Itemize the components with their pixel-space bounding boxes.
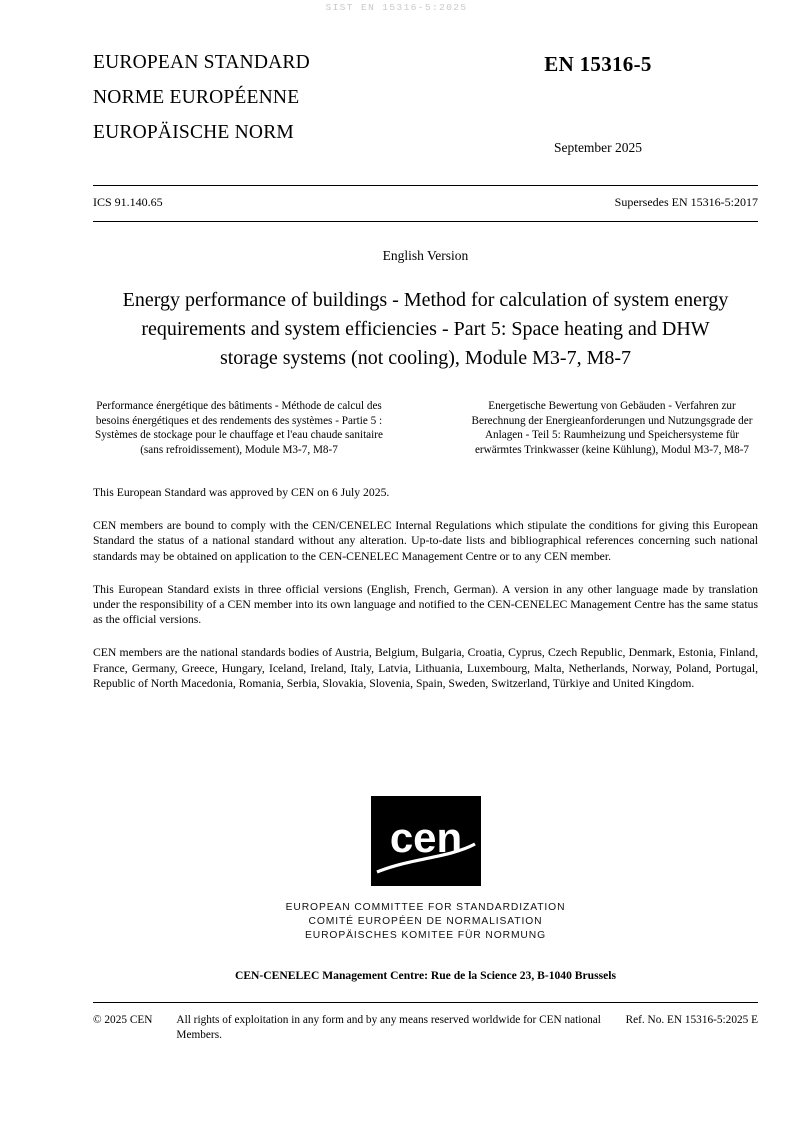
- title-french: Performance énergétique des bâtiments - Méthode de calcul des besoins énergétiques et des rendements des systèmes - Partie 5 : Systèmes de stockage pour le chauffage et l'eau chaude sanitaire (sans refroidissement), Module M3-7, M8-7: [95, 400, 383, 456]
- svg-text:cen: cen: [389, 814, 462, 862]
- header-standard-info: [438, 45, 758, 156]
- standard-number: EN 15316-5: [544, 52, 652, 76]
- members-paragraph: CEN members are the national standards bodies of Austria, Belgium, Bulgaria, Croatia, Cyprus, Czech Republic, Denmark, Estonia, Finland, France, Germany, Greece, Hungary, Iceland, Ireland, Italy, Latvia, Lithuania, Luxembourg, Malta, Netherlands, Norway, Poland, Portugal, Republic of North Macedonia, Romania, Serbia, Slovakia, Slovenia, Spain, Sweden, Switzerland, Türkiye and United Kingdom.: [93, 646, 758, 690]
- header-block: [93, 45, 758, 165]
- header-titles: [93, 45, 423, 150]
- header-line-fr: NORME EUROPÉENNE: [93, 87, 300, 108]
- cen-logo: [371, 796, 481, 891]
- ics-code: ICS 91.140.65: [93, 195, 163, 209]
- org-line-de: EUROPÄISCHES KOMITEE FÜR NORMUNG: [304, 930, 547, 942]
- logo-area: [93, 796, 758, 891]
- divider-under-meta: [93, 221, 758, 222]
- standard-date: September 2025: [553, 140, 643, 155]
- translated-titles: [93, 399, 758, 457]
- organisation-names: [93, 901, 758, 943]
- compliance-paragraph: CEN members are bound to comply with the CEN/CENELEC Internal Regulations which stipulate the conditions for giving this European Standard the status of a national standard without any alteration. Up-to-date lists and bibliographical references concerning such national standards may be obtained on application to the CEN-CENELEC Management Centre or to any CEN member.: [93, 519, 758, 563]
- title-german: Energetische Bewertung von Gebäuden - Verfahren zur Berechnung der Energieanforderungen und Nutzungsgrade der Anlagen - Teil 5: Raumheizung und Speichersysteme für erwärmtes Trinkwasser (keine Kühlung), Modul M3-7, M8-7: [471, 400, 753, 456]
- versions-paragraph: This European Standard exists in three official versions (English, French, German). A version in any other language made by translation under the responsibility of a CEN member into its own language and notified to the CEN-CENELEC Management Centre has the same status as the official versions.: [93, 582, 758, 627]
- management-centre-address: CEN-CENELEC Management Centre: Rue de la Science 23, B-1040 Brussels: [234, 969, 617, 983]
- reference-number: Ref. No. EN 15316-5:2025 E: [625, 1014, 758, 1027]
- watermark-text: SIST EN 15316-5:2025: [325, 2, 468, 13]
- footer-row: [93, 1013, 758, 1043]
- divider-bottom: [93, 1002, 758, 1003]
- page-title: Energy performance of buildings - Method for calculation of system energy requirements and system efficiencies - Part 5: Space heating and DHW storage systems (not cooling), Module M3-7, M8-7: [122, 289, 729, 369]
- copyright-text: © 2025 CEN: [93, 1014, 153, 1027]
- approval-paragraph: This European Standard was approved by CEN on 6 July 2025.: [93, 486, 390, 499]
- header-line-en: EUROPEAN STANDARD: [93, 52, 310, 73]
- org-line-fr: COMITÉ EUROPÉEN DE NORMALISATION: [308, 916, 543, 928]
- footer-left: [93, 1013, 626, 1043]
- header-line-de: EUROPÄISCHE NORM: [93, 122, 294, 143]
- meta-row: [93, 186, 758, 210]
- rights-text: All rights of exploitation in any form and by any means reserved worldwide for CEN national Members.: [176, 1014, 601, 1042]
- org-line-en: EUROPEAN COMMITTEE FOR STANDARDIZATION: [285, 902, 566, 914]
- english-version-label: English Version: [382, 248, 469, 263]
- page-content: [93, 0, 758, 1043]
- supersedes-note: Supersedes EN 15316-5:2017: [614, 195, 758, 209]
